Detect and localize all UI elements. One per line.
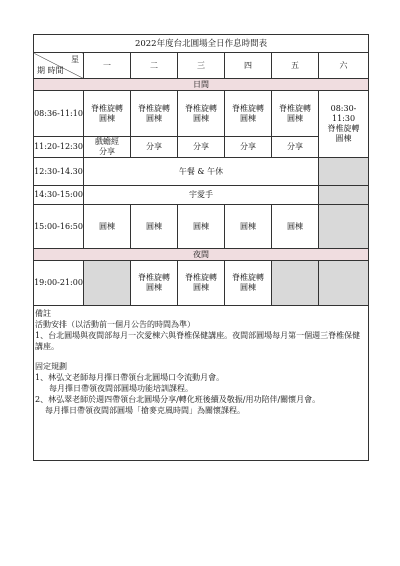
- cell-r6-sat-empty: [319, 261, 369, 306]
- cell-text: 脊椎旋轉 圓棟: [185, 103, 217, 123]
- time-slot-4: 14:30-15:00: [34, 186, 84, 205]
- spacer: [35, 352, 368, 361]
- day-header-wed: 三: [178, 53, 225, 79]
- section-night: 夜間: [34, 249, 369, 261]
- cell-text: 脊椎旋轉 圓棟: [185, 273, 217, 292]
- cell-text: 08:30- 11:30 脊椎旋轉 圓棟: [327, 104, 360, 143]
- fixed-item-2: 2、林弘翠老師於週四帶領台北圓場分享/轉化班後續及敬振/用功陪伴/關懷月會。: [35, 395, 321, 404]
- cell-r6-thu: [225, 261, 272, 306]
- cell-r6-fri-empty: [272, 261, 319, 306]
- cell-text: 脊椎旋轉 圓棟: [279, 103, 311, 123]
- cell-r5-sat-empty: [319, 205, 369, 249]
- cell-r1-thu: [225, 91, 272, 137]
- cell-r2-fri: 分享: [272, 137, 319, 158]
- cell-r2-thu: 分享: [225, 137, 272, 158]
- cell-r1-wed: [178, 91, 225, 137]
- cell-r5-thu: 圓棟: [225, 205, 272, 249]
- cell-text: 脊椎旋轉 圓棟: [138, 273, 170, 292]
- time-slot-2: 11:20-12:30: [34, 137, 84, 158]
- fixed-item-1-continued: 每月擇日帶領夜間部圓場功能培訓課程。: [49, 384, 193, 393]
- schedule-table: [33, 34, 369, 306]
- time-slot-3: 12:30-14.30: [34, 158, 84, 186]
- time-slot-5: 15:00-16:50: [34, 205, 84, 249]
- cell-r2-mon: [84, 137, 131, 158]
- cell-text: 脊椎旋轉 圓棟: [91, 103, 123, 123]
- cell-r1-mon: [84, 91, 131, 137]
- cell-lunch: 午餐 & 午休: [84, 158, 319, 186]
- cell-r5-mon: 圓棟: [84, 205, 131, 249]
- cell-r1-fri: [272, 91, 319, 137]
- day-header-fri: 五: [272, 53, 319, 79]
- table-title: 2022年度台北圓場全日作息時間表: [34, 35, 369, 53]
- cell-r1-tue: [131, 91, 178, 137]
- cell-saturday-morning: [319, 91, 369, 158]
- cell-text: 脊椎旋轉 圓棟: [138, 103, 170, 123]
- time-axis-label: 期 時間: [37, 66, 64, 75]
- cell-r4-sat-empty: [319, 186, 369, 205]
- cell-hands: 宇愛手: [84, 186, 319, 205]
- activity-item-1: 1、台北圓場與夜間部每月一次愛棟六與脊椎保健講座。夜間部圓場每月第一個週三脊椎保健講座。: [35, 331, 361, 351]
- fixed-item-2-continued: 每月擇日帶領夜間部圓場「搶麥克風時間」為關懷課程。: [45, 406, 245, 415]
- day-header-sat: 六: [319, 53, 369, 79]
- weekday-axis-label: 星: [71, 55, 79, 64]
- day-header-mon: 一: [84, 53, 131, 79]
- cell-text: 戲蟾經 分享: [95, 137, 119, 156]
- activity-title: 活動安排（以活動前一個月公告的時間為準）: [35, 320, 195, 329]
- cell-r5-fri: 圓棟: [272, 205, 319, 249]
- cell-r5-tue: 圓棟: [131, 205, 178, 249]
- cell-text: 脊椎旋轉 圓棟: [232, 273, 264, 292]
- fixed-title: 固定規劃: [35, 362, 67, 371]
- time-slot-1: 08:36-11:10: [34, 91, 84, 137]
- day-header-thu: 四: [225, 53, 272, 79]
- cell-r5-wed: 圓棟: [178, 205, 225, 249]
- time-slot-6: 19:00-21:00: [34, 261, 84, 306]
- cell-r6-wed: [178, 261, 225, 306]
- section-daytime: 日間: [34, 79, 369, 91]
- cell-r2-tue: 分享: [131, 137, 178, 158]
- cell-r6-tue: [131, 261, 178, 306]
- cell-r6-mon-empty: [84, 261, 131, 306]
- cell-r2-wed: 分享: [178, 137, 225, 158]
- notes-heading: 備註: [35, 309, 51, 318]
- day-header-tue: 二: [131, 53, 178, 79]
- notes-box: [33, 306, 369, 461]
- schedule-sheet: [33, 34, 368, 461]
- cell-text: 脊椎旋轉 圓棟: [232, 103, 264, 123]
- fixed-item-1: 1、林弘文老師每月擇日帶領台北圓場口令流動月會。: [35, 373, 225, 382]
- diagonal-header-cell: [34, 53, 84, 79]
- cell-r3-sat-empty: [319, 158, 369, 186]
